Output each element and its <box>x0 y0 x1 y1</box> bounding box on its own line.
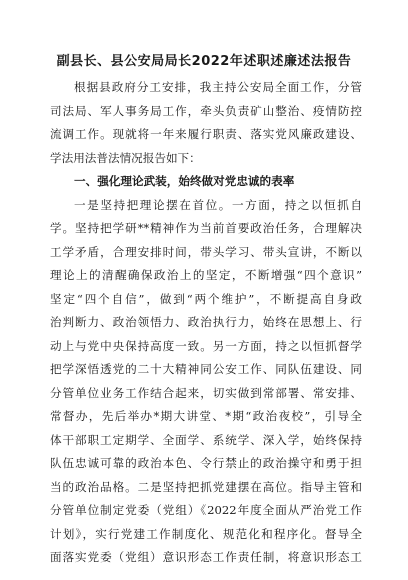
section-heading: 一、强化理论武装，始终做对党忠诚的表率 <box>74 174 295 188</box>
paragraph-line: 一是坚持把理论摆在首位。一方面，持之以恒抓自 <box>74 197 362 212</box>
paragraph-line: 计划》，实行党建工作制度化、规范化和程序化。督导全 <box>50 526 362 541</box>
paragraph-line: 队伍忠诚可靠的政治本色、令行禁止的政治操守和勇于担 <box>50 456 362 470</box>
paragraph-line: 体干部职工定期学、全面学、系统学、深入学，始终保持 <box>50 432 362 447</box>
document-title: 副县长、县公安局局长2022年述职述廉述法报告 <box>56 54 352 69</box>
paragraph-line: 流调工作。现就将一年来履行职责、落实党风廉政建设、 <box>50 127 362 141</box>
document-body <box>50 76 362 570</box>
paragraph-line: 学。坚持把学研**精神作为当前首要政治任务，合理解决 <box>50 221 362 235</box>
paragraph-line: 把学深悟透党的二十大精神同公安工作、同队伍建设、同 <box>50 362 362 376</box>
paragraph-line: 当的政治品格。二是坚持把抓党建摆在高位。指导主管和 <box>50 479 362 494</box>
paragraph-line: 学法用法普法情况报告如下： <box>50 150 201 165</box>
paragraph-line: 理论上的清醒确保政治上的坚定，不断增强“四个意识” <box>50 268 362 282</box>
paragraph-line: 面落实党委（党组）意识形态工作责任制，将意识形态工 <box>50 550 362 564</box>
paragraph-line: 司法局、军人事务局工作，牵头负责矿山整治、疫情防控 <box>50 103 362 118</box>
paragraph-line: 根据县政府分工安排，我主持公安局全面工作，分管 <box>74 80 362 94</box>
paragraph-line: 分管单位业务工作结合起来，切实做到常部署、常安排、 <box>50 385 362 400</box>
paragraph-line: 工学矛盾，合理安排时间，带头学习、带头宣讲，不断以 <box>50 244 362 259</box>
paragraph-line: 常督办，先后举办*期大讲堂、*期“政治夜校”，引导全 <box>50 409 362 423</box>
paragraph-line: 治判断力、政治领悟力、政治执行力，始终在思想上、行 <box>50 315 362 329</box>
paragraph-line: 动上与党中央保持高度一致。另一方面，持之以恒抓督学 <box>50 338 362 353</box>
paragraph-line: 分管单位制定党委（党组）《2022年度全面从严治党工作 <box>50 503 362 517</box>
paragraph-line: 坚定“四个自信”，做到“两个维护”，不断提高自身政 <box>50 291 362 306</box>
